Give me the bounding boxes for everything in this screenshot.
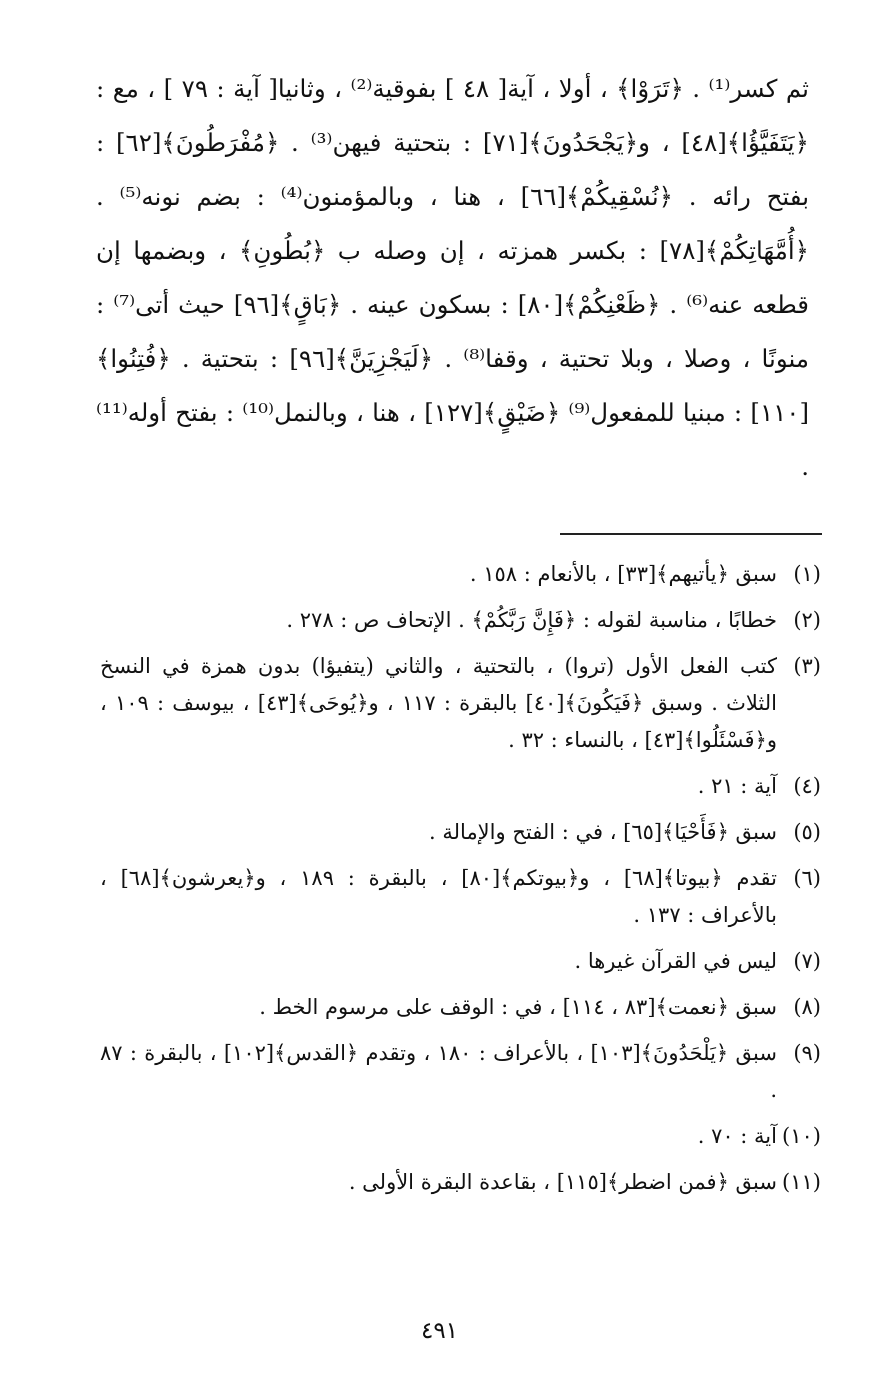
main-paragraph: ثم كسر⁽¹⁾ . ﴿تَرَوْا﴾ ، أولا ، آية[ ٤٨ ] بفوقية⁽²⁾ ، وثانيا[ آية : ٧٩ ] ، مع : ﴿يَتَفَيَّؤُا﴾[٤٨] ، و﴿يَجْحَدُونَ﴾[٧١] : بتحتية فيهن⁽³⁾ . ﴿مُفْرَطُونَ﴾[٦٢] : بفتح رائه . ﴿نُسْقِيكُمْ﴾[٦٦] ، هنا ، وبالمؤمنون⁽⁴⁾ : بضم نونه⁽⁵⁾ . ﴿أُمَّهَاتِكُمْ﴾[٧٨] : بكسر همزته ، إن وصله ب ﴿بُطُونِ﴾ ، وبضمها إن قطعه عنه⁽⁶⁾ . ﴿ظَعْنِكُمْ﴾[٨٠] : بسكون عينه . ﴿بَاقٍ﴾[٩٦] حيث أتى⁽⁷⁾ : منونًا ، وصلا ، وبلا تحتية ، وقفا⁽⁸⁾ . ﴿لَيَجْزِيَنَّ﴾[٩٦] : بتحتية . ﴿فُتِنُوا﴾[١١٠] : مبنيا للمفعول⁽⁹⁾ ﴿ضَيْقٍ﴾[١٢٧] ، هنا ، وبالنمل⁽¹⁰⁾ : بفتح أوله⁽¹¹⁾ . bbox=[96, 74, 810, 481]
footnote-11 bbox=[100, 1164, 821, 1201]
footnote-number: (٣) bbox=[793, 654, 821, 678]
footnote-text: آية : ٧٠ . bbox=[697, 1124, 777, 1148]
footnote-4 bbox=[100, 768, 821, 805]
page-number: ٤٩١ bbox=[420, 1318, 459, 1344]
footnote-text: آية : ٢١ . bbox=[697, 774, 777, 798]
footnote-text: كتب الفعل الأول (تروا) ، بالتحتية ، والثاني (يتفيؤا) بدون همزة في النسخ الثلاث . وسبق ﴿فَيَكُونَ﴾[٤٠] بالبقرة : ١١٧ ، و﴿يُوحَى﴾[٤٣] ، بيوسف : ١٠٩ ، و﴿فَسْئَلُوا﴾[٤٣] ، بالنساء : ٣٢ . bbox=[100, 654, 777, 752]
footnote-2 bbox=[100, 602, 821, 639]
footnote-separator bbox=[560, 533, 822, 535]
footnote-number: (٢) bbox=[793, 608, 821, 632]
footnote-number: (٩) bbox=[793, 1041, 821, 1065]
footnote-number: (٦) bbox=[793, 866, 821, 890]
footnote-number: (٧) bbox=[793, 949, 821, 973]
footnote-text: ليس في القرآن غيرها . bbox=[574, 949, 777, 973]
footnote-3 bbox=[100, 648, 821, 759]
footnote-6 bbox=[100, 860, 821, 934]
footnote-number: (١١) bbox=[782, 1170, 821, 1194]
footnote-text: سبق ﴿نعمت﴾[٨٣ ، ١١٤] ، في : الوقف على مرسوم الخط . bbox=[259, 995, 777, 1019]
footnote-text: سبق ﴿يأتيهم﴾[٣٣] ، بالأنعام : ١٥٨ . bbox=[469, 562, 777, 586]
footnotes-section bbox=[100, 556, 821, 1210]
footnote-8 bbox=[100, 989, 821, 1026]
footnote-9 bbox=[100, 1035, 821, 1109]
footnote-text: خطابًا ، مناسبة لقوله : ﴿فَإِنَّ رَبَّكُمْ﴾ . الإتحاف ص : ٢٧٨ . bbox=[286, 608, 777, 632]
footnote-10 bbox=[100, 1118, 821, 1155]
footnote-text: سبق ﴿فمن اضطر﴾[١١٥] ، بقاعدة البقرة الأولى . bbox=[348, 1170, 777, 1194]
main-text-block bbox=[96, 62, 809, 494]
footnote-number: (١) bbox=[793, 562, 821, 586]
footnote-7 bbox=[100, 943, 821, 980]
footnote-text: سبق ﴿يَلْحَدُونَ﴾[١٠٣] ، بالأعراف : ١٨٠ ، وتقدم ﴿القدس﴾[١٠٢] ، بالبقرة : ٨٧ . bbox=[100, 1041, 777, 1102]
footnote-text: سبق ﴿فَأَحْيَا﴾[٦٥] ، في : الفتح والإمالة . bbox=[429, 820, 777, 844]
footnote-number: (٥) bbox=[793, 820, 821, 844]
footnote-number: (٨) bbox=[793, 995, 821, 1019]
footnote-5 bbox=[100, 814, 821, 851]
footnote-text: تقدم ﴿بيوتا﴾[٦٨] ، و﴿بيوتكم﴾[٨٠] ، بالبقرة : ١٨٩ ، و﴿يعرشون﴾[٦٨] ، بالأعراف : ١٣٧ . bbox=[100, 866, 777, 927]
footnote-1 bbox=[100, 556, 821, 593]
footnote-number: (٤) bbox=[793, 774, 821, 798]
footnote-number: (١٠) bbox=[782, 1124, 821, 1148]
